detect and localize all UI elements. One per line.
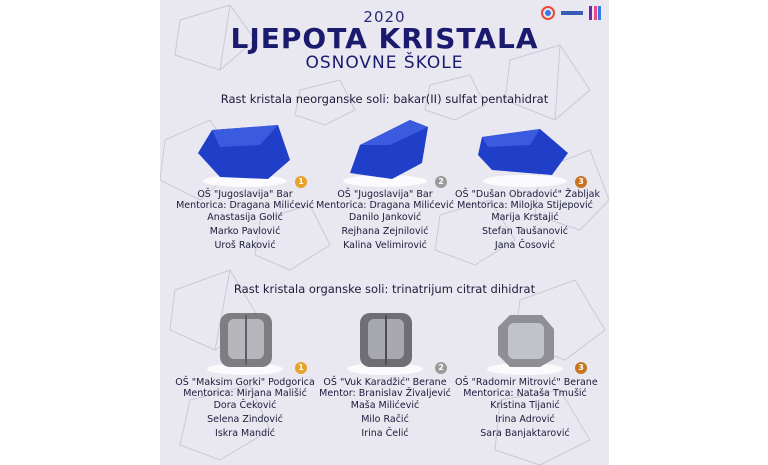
winner-card [315,115,455,253]
student-name: Anastasija Golić [207,212,283,223]
winner-card [455,305,598,441]
student-name: Marko Pavlović [209,226,281,237]
clear-crystal-image [330,305,440,375]
student-name: Jana Čosović [494,240,556,251]
student-name: Selena Zindović [207,414,283,425]
student-name: Kristina Tijanić [490,400,560,411]
mentor-name: Mentorica: Dragana Milićević [176,200,314,211]
school-name: OŠ "Dušan Obradović" Žabljak [455,189,600,200]
bronze-medal-icon: 3 [575,362,587,374]
student-name: Kalina Velimirović [343,240,427,251]
bronze-medal-icon: 3 [575,176,587,188]
student-name: Stefan Taušanović [482,226,568,237]
silver-medal-icon: 2 [435,176,447,188]
school-name: OŠ "Vuk Karadžić" Berane [323,377,447,388]
blue-crystal-image [330,115,440,187]
student-name: Marija Krstajić [491,212,559,223]
silver-medal-icon: 2 [435,362,447,374]
mentor-name: Mentor: Branislav Živaljević [319,388,451,399]
year-label: 2020 [363,8,406,26]
school-name: OŠ "Radomir Mitrović" Berane [455,377,598,388]
section-heading-organic: Rast kristala organske soli: trinatrijum citrat dihidrat [233,282,536,296]
student-name: Milo Račić [361,414,409,425]
student-name: Uroš Raković [214,240,276,251]
gold-medal-icon: 1 [295,362,307,374]
section-heading-inorganic: Rast kristala neorganske soli: bakar(II) sulfat pentahidrat [220,92,549,106]
blue-crystal-image [470,115,580,187]
mentor-name: Mentorica: Mirjana Mališić [183,388,307,399]
student-name: Iskra Mandić [215,428,275,439]
mentor-name: Mentorica: Dragana Milićević [316,200,454,211]
poster [160,0,609,465]
winner-card [175,115,315,253]
school-name: OŠ "Jugoslavija" Bar [197,189,293,200]
mentor-name: Mentorica: Nataša Tmušić [463,388,587,399]
page-subtitle: OSNOVNE ŠKOLE [305,53,464,73]
clear-crystal-image [470,305,580,375]
gold-medal-icon: 1 [295,176,307,188]
school-name: OŠ "Jugoslavija" Bar [337,189,433,200]
student-name: Irina Adrović [495,414,555,425]
student-name: Danilo Janković [348,212,422,223]
winner-card [455,115,600,253]
student-name: Irina Čelić [361,428,409,439]
page-title: LJEPOTA KRISTALA [230,22,539,55]
school-name: OŠ "Maksim Gorki" Podgorica [175,377,315,388]
winner-card [175,305,315,441]
student-name: Rejhana Zejnilović [341,226,429,237]
student-name: Dora Čeković [213,400,277,411]
mentor-name: Mentorica: Milojka Stijepović [457,200,593,211]
student-name: Sara Banjaktarović [480,428,570,439]
blue-crystal-image [190,115,300,187]
winner-card [315,305,455,441]
student-name: Maša Milićević [350,400,420,411]
clear-crystal-image [190,305,300,375]
